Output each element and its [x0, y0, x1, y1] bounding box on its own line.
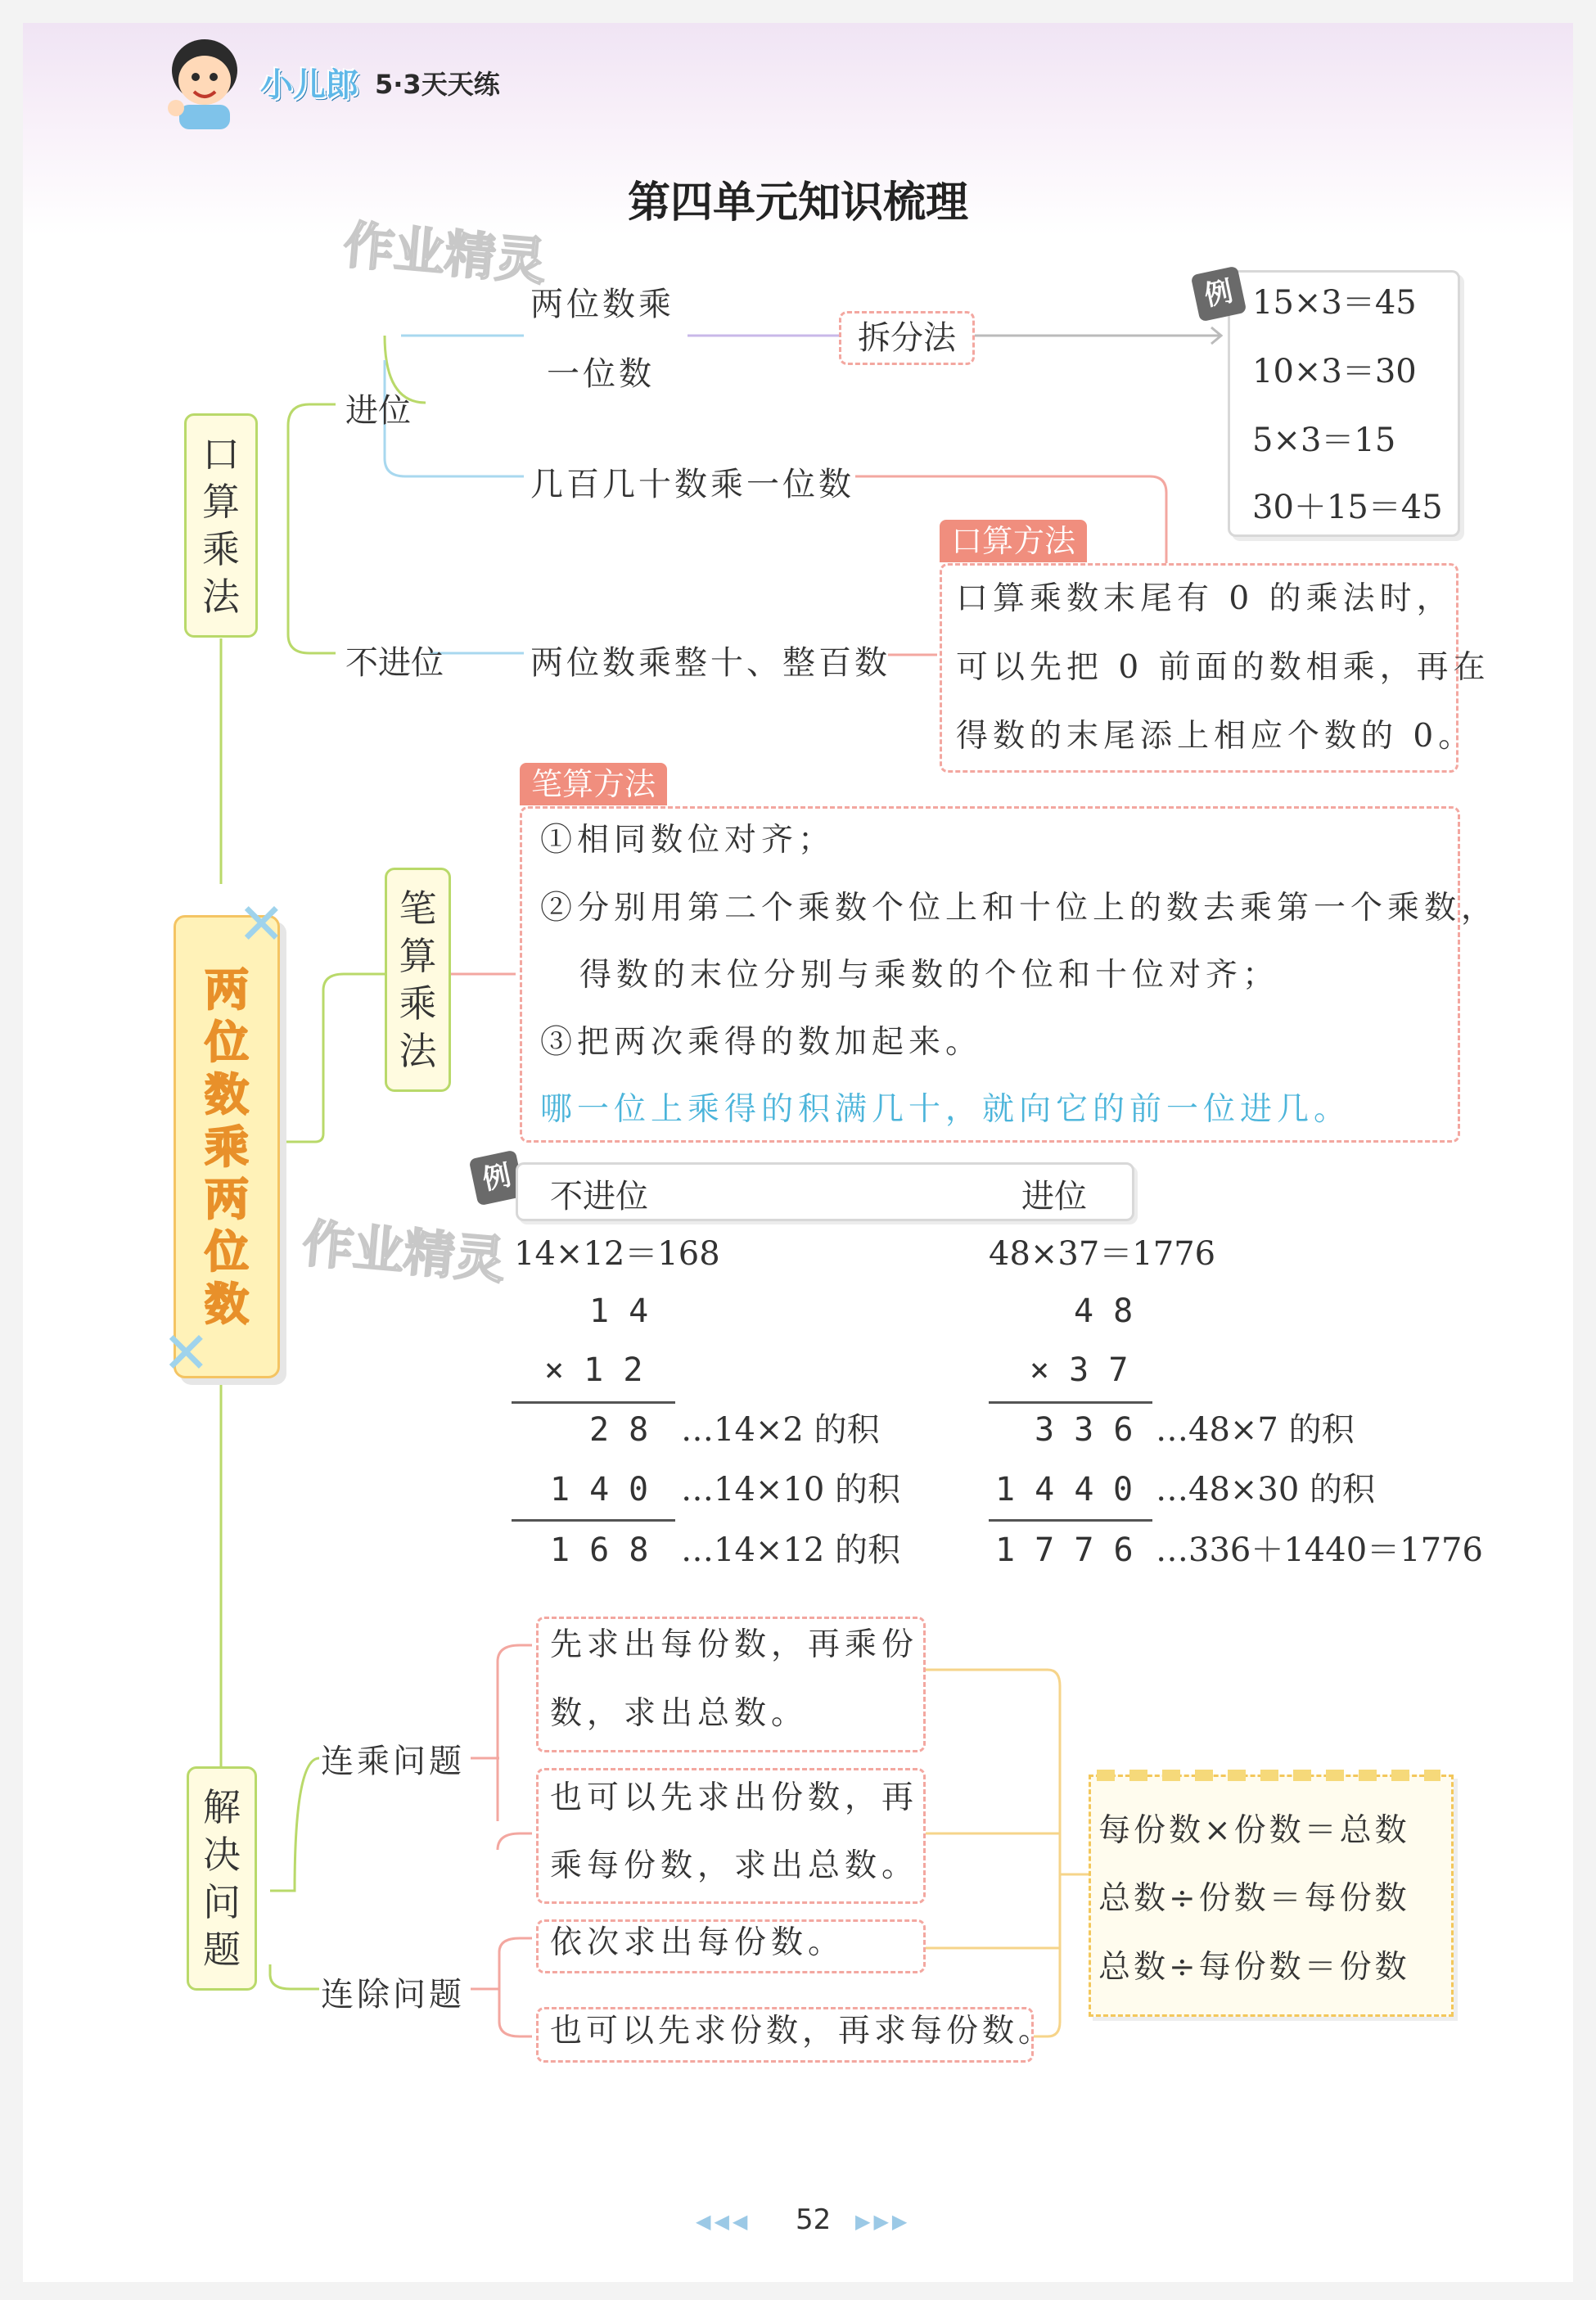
problems-label-char: 决 [203, 1833, 241, 1877]
left-row4-note: …14×10 的积 [681, 1471, 901, 1509]
right-row3-note: …48×7 的积 [1156, 1411, 1355, 1449]
left-row5-note: …14×12 的积 [681, 1531, 901, 1569]
carry-title: 进位 [1021, 1178, 1087, 1215]
formula-line: 总数÷份数＝每份数 [1098, 1880, 1410, 1917]
page-title: 第四单元知识梳理 [627, 178, 968, 228]
example-line: 15×3＝45 [1252, 284, 1417, 322]
watermark: 作业精灵 [300, 1213, 508, 1291]
written-step: 得数的末位分别与乘数的个位和十位对齐； [579, 957, 1280, 994]
mult-problem-label: 连乘问题 [321, 1743, 465, 1780]
no-carry-title: 不进位 [550, 1178, 648, 1215]
mult-method-line: 数，求出总数。 [550, 1695, 809, 1732]
div-problem-label: 连除问题 [321, 1976, 465, 2014]
mult-method-line: 乘每份数，求出总数。 [550, 1847, 919, 1884]
example-line: 10×3＝30 [1252, 353, 1417, 390]
oral-method-line: 可以先把 0 前面的数相乘，再在 [956, 649, 1490, 686]
right-row4-note: …48×30 的积 [1156, 1471, 1376, 1509]
right-row3: 3 3 6 [1035, 1411, 1134, 1449]
left-row3-note: …14×2 的积 [681, 1411, 880, 1449]
written-label [399, 885, 437, 1075]
right-row4: 1 4 4 [995, 1471, 1094, 1509]
two-digit-line1: 两位数乘 [530, 286, 674, 323]
right-row4-zero: 0 [1113, 1471, 1134, 1509]
no-carry-label: 不进位 [345, 644, 444, 682]
main-topic-char: 数 [205, 1278, 249, 1330]
formula-line: 总数÷每份数＝份数 [1098, 1949, 1410, 1986]
left-row1: 1 4 [589, 1292, 649, 1330]
oral-label-box [184, 413, 258, 638]
watermark: 作业精灵 [340, 214, 549, 292]
oral-method-tag: 口算方法 [940, 520, 1087, 562]
main-topic-char: 位 [205, 1225, 249, 1278]
written-label-char: 算 [399, 934, 437, 978]
written-step: ①相同数位对齐； [540, 822, 836, 859]
oral-label-char: 口 [202, 432, 240, 476]
two-digit-line2: 一位数 [547, 355, 655, 393]
hundreds-label: 几百几十数乘一位数 [530, 466, 854, 503]
oral-label-char: 乘 [202, 527, 240, 571]
cross-icon: ✕ [237, 891, 286, 958]
formula-line: 每份数×份数＝总数 [1098, 1812, 1410, 1849]
written-label-char: 法 [399, 1029, 437, 1073]
left-equation: 14×12＝168 [514, 1235, 720, 1273]
problems-label-char: 题 [203, 1928, 241, 1972]
written-label-char: 笔 [399, 886, 437, 931]
problems-label [203, 1784, 241, 1973]
mult-method-line: 先求出每份数，再乘份 [550, 1626, 919, 1663]
right-equation: 48×37＝1776 [989, 1235, 1216, 1273]
right-row5-note: …336＋1440＝1776 [1156, 1531, 1483, 1569]
tens-hundreds-label: 两位数乘整十、整百数 [530, 644, 890, 682]
example-badge: 例 [1191, 266, 1247, 322]
page-number: 52 [796, 2203, 832, 2236]
main-topic-char: 乘 [205, 1121, 249, 1173]
example-line: 5×3＝15 [1252, 422, 1396, 459]
right-row5: 1 7 7 6 [995, 1531, 1134, 1569]
split-method: 拆分法 [839, 311, 975, 365]
series-name: 5·3天天练 [375, 69, 500, 100]
written-tip: 哪一位上乘得的积满几十，就向它的前一位进几。 [540, 1091, 1351, 1128]
written-method-tag: 笔算方法 [520, 763, 667, 805]
prev-arrows-icon: ◀◀◀ [696, 2210, 751, 2233]
left-row4: 1 4 [550, 1471, 610, 1509]
example-badge: 例 [469, 1150, 525, 1206]
div-method-line: 依次求出每份数。 [550, 1924, 845, 1961]
main-topic-char: 位 [205, 1016, 249, 1068]
carry-label: 进位 [345, 392, 411, 430]
written-step: ②分别用第二个乘数个位上和十位上的数去乘第一个乘数， [540, 890, 1499, 927]
right-row1: 4 8 [1074, 1292, 1134, 1330]
mult-method-line: 也可以先求出份数，再 [550, 1779, 919, 1816]
oral-label-char: 法 [202, 575, 240, 619]
cross-icon: ✕ [162, 1319, 210, 1387]
div-method-line: 也可以先求份数，再求每份数。 [550, 2013, 1055, 2050]
left-row4-zero: 0 [629, 1471, 649, 1509]
next-arrows-icon: ▶▶▶ [855, 2210, 911, 2233]
oral-method-line: 得数的末尾添上相应个数的 0。 [956, 718, 1476, 755]
main-topic-char: 两 [205, 1173, 249, 1225]
written-label-char: 乘 [399, 981, 437, 1026]
main-topic-char: 数 [205, 1068, 249, 1121]
brand-logo: 小儿郎 [260, 66, 358, 104]
formula-box-tape [1097, 1770, 1440, 1781]
right-row2: × 3 7 [1030, 1351, 1129, 1389]
oral-method-line: 口算乘数末尾有 0 的乘法时， [956, 580, 1454, 617]
main-topic-char: 两 [205, 963, 249, 1016]
left-row3: 2 8 [589, 1411, 649, 1449]
problems-label-char: 问 [203, 1880, 241, 1924]
left-row5: 1 6 8 [550, 1531, 649, 1569]
oral-label-char: 算 [202, 480, 240, 524]
oral-label [202, 431, 240, 620]
left-row2: × 1 2 [544, 1351, 643, 1389]
main-topic-box [174, 915, 280, 1378]
problems-label-box [187, 1766, 257, 1991]
example-line: 30＋15＝45 [1252, 489, 1443, 526]
written-label-box [385, 868, 451, 1092]
problems-label-char: 解 [203, 1785, 241, 1829]
written-step: ③把两次乘得的数加起来。 [540, 1024, 983, 1061]
